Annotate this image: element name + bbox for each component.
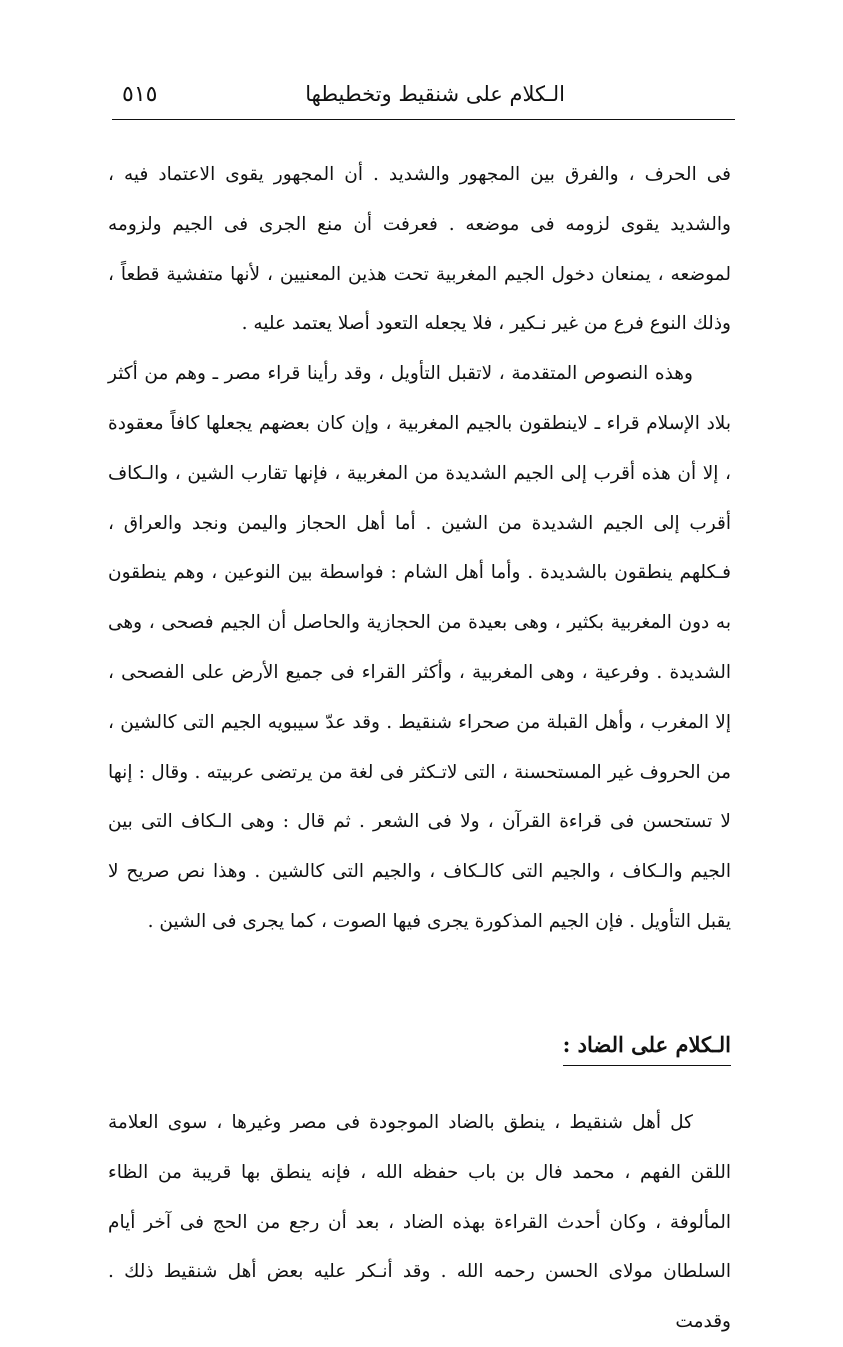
section-text [108,1098,731,1347]
header-rule [112,119,735,120]
paragraph-2: وهذه النصوص المتقدمة ، لاتقبل التأويل ، وقد رأينا قراء مصر ـ وهم من أكثر بلاد الإسلام قراء ـ لاينطقون بالجيم المغربية ، وإن كان بعضهم يجعلها كافاً معقودة ، إلا أن هذه أقرب إلى الجيم الشديدة من المغربية ، فإنها تقارب الشين ، والـكاف أقرب إلى الجيم الشديدة من الشين . أما أهل الحجاز واليمن ونجد والعراق ، فـكلهم ينطقون بالشديدة . وأما أهل الشام : فواسطة بين النوعين ، وهم ينطقون به دون المغربية بكثير ، وهى بعيدة من الحجازية والحاصل أن الجيم فصحى ، وهى الشديدة . وفرعية ، وهى المغربية ، وأكثر القراء فى جميع الأرض على الفصحى ، إلا المغرب ، وأهل القبلة من صحراء شنقيط . وقد عدّ سيبويه الجيم التى كالشين ، من الحروف غير المستحسنة ، التى لاتـكثر فى لغة من يرتضى عربيته . وقال : إنها لا تستحسن فى قراءة القرآن ، ولا فى الشعر . ثم قال : وهى الـكاف التى بين الجيم والـكاف ، والجيم التى كالـكاف ، والجيم التى كالشين . وهذا نص صريح لا يقبل التأويل . فإن الجيم المذكورة يجرى فيها الصوت ، كما يجرى فى الشين . [108,363,731,932]
page-number: ٥١٥ [122,82,158,107]
running-header [112,80,735,120]
section-paragraph-1: كل أهل شنقيط ، ينطق بالضاد الموجودة فى مصر وغيرها ، سوى العلامة اللقن الفهم ، محمد فال بن باب حفظه الله ، فإنه ينطق بها قريبة من الظاء المألوفة ، وكان أحدث القراءة بهذه الضاد ، بعد أن رجع من الحج فى آخر أيام السلطان مولاى الحسن رحمه الله . وقد أنـكر عليه بعض أهل شنقيط ذلك . وقدمت [108,1112,731,1333]
section-heading: الـكلام على الضاد : [563,1032,731,1066]
paragraph-1: فى الحرف ، والفرق بين المجهور والشديد . أن المجهور يقوى الاعتماد فيه ، والشديد يقوى لزومه فى موضعه . فعرفت أن منع الجرى فى الجيم ولزومه لموضعه ، يمنعان دخول الجيم المغربية تحت هذين المعنيين ، لأنها متفشية قطعاً ، وذلك النوع فرع من غير نـكير ، فلا يجعله التعود أصلا يعتمد عليه . [108,164,731,335]
main-text [108,150,731,947]
header-title: الـكلام على شنقيط وتخطيطها [305,82,565,106]
